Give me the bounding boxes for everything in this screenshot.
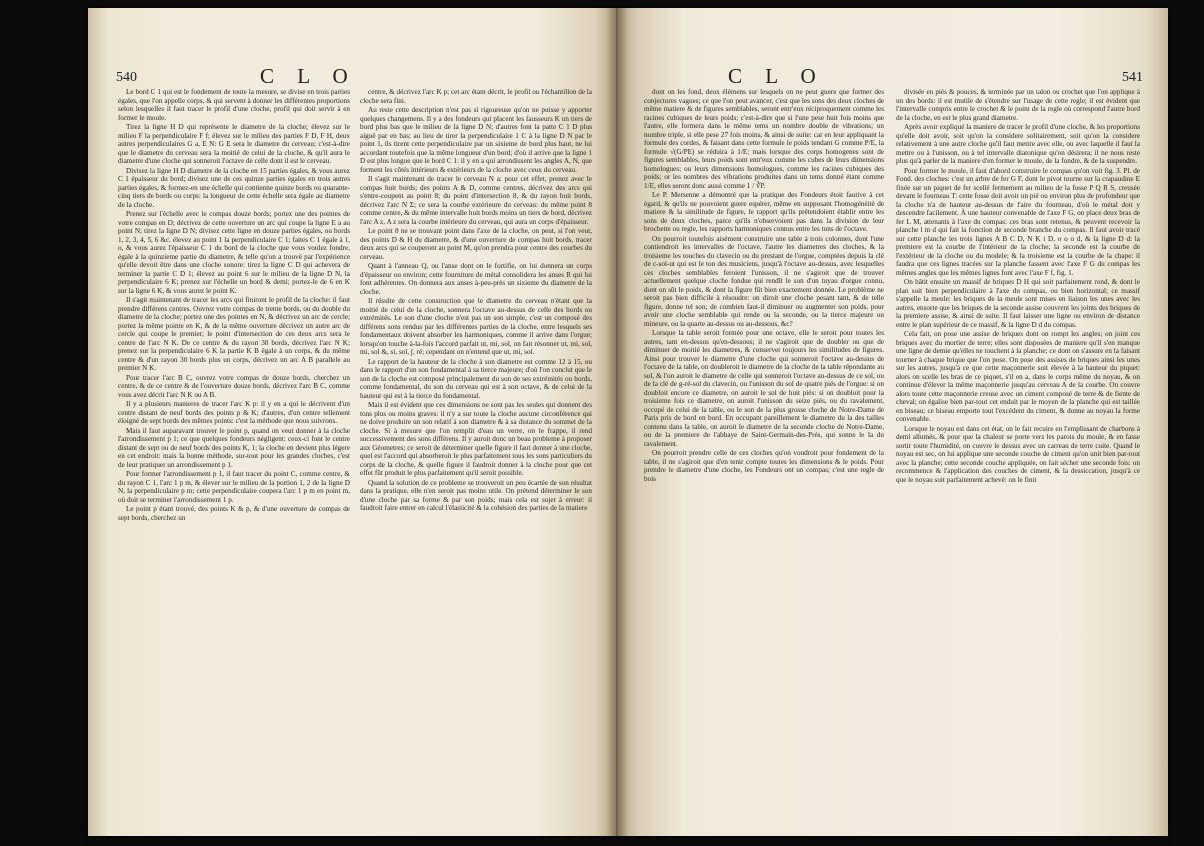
paragraph: On pourroit toutefois aisément construire une table à trois colonnes, dont l'une contiendroit les intervalles de l'octave, l'autre les diametres des cloches, & la troisieme les touches du clavecin ou du prestant de l'orgue, comptées depuis la clé de c-sol-ut qui est le ton des musiciens, jusqu'à l'octave au-dessus, avec lesquelles ces cloches semblables feroient l'unisson, il ne s'agiroit que de trouver actuellement quelque cloche fondue qui rendît le son d'un tuyau d'orgue connu, dont on sût le poids, & dont la figure fût bien exactement donnée. Le problème ne seroit pas bien difficile à résoudre: on diroit une cloche pesant tant, & de telle figure, donne tel son; de combien faut-il diminuer ou augmenter son poids, pour avoir une cloche semblable qui rende ou la seconde, ou la tierce majeure ou mineure, ou la quarte au-dessus ou au-dessous, &c?	[644, 234, 884, 328]
paragraph: Il s'agit maintenant de tracer les arcs qui finiront le profil de la cloche: il faut prendre différens centres. Ouvrez votre compas de trente bords, ou du double du diametre de la cloche; portez une des pointes en N, & décrivez un arc de cercle; portez la même pointe en K, & de la même ouverture décrivez un autre arc de cercle qui coupe le premier; le point d'intersection de ces deux arcs sera le centre de l'arc N K. De ce centre & du rayon 30 bords, décrivez l'arc N K; prenez sur la perpendiculaire 6 K la partie K B égale à un corps, & du même centre & d'un rayon 30 bords plus un corps, décrivez un arc A B parallele au premier N K.	[118, 296, 350, 372]
paragraph: Pour tracer l'arc B C, ouvrez votre compas de douze bords, cherchez un centre, & de ce centre & de l'ouverture douze bords, décrivez l'arc B C, comme vous avez décrit l'arc N K ou A B.	[118, 373, 350, 399]
paragraph: Le point 8 ne se trouvant point dans l'axe de la cloche, on peut, si l'on veut, des points D & H du diametre, & d'une ouverture de compas huit bords, tracer deux arcs qui se couperont au point M, qu'on prendra pour centre des courbes du cerveau.	[360, 227, 592, 261]
paragraph: Pour former l'arrondissement p 1, il faut tracer du point C, comme centre, & du rayon C 1, l'arc 1 p m, & élever sur le milieu de la portion 1, 2 de la ligne D N, la perpendiculaire p m; cette perpendiculaire coupera l'arc 1 p m en point m, où doit se terminer l'arrondissement 1 p.	[118, 470, 350, 504]
paragraph: Mais il faut auparavant trouver le point p, quand on veut donner à la cloche l'arrondissement p 1; ce que quelques fondeurs négligent: ceux-ci font le centre distant de sept ou de neuf bords des points K, 1; la cloche en devient plus légere en cet endroit: mais la bonne méthode, sur-tout pour les grandes cloches, c'est de leur pratiquer un arrondissement p 1.	[118, 426, 350, 469]
running-head-left: C L O	[260, 64, 357, 88]
paragraph: On bâtit ensuite un massif de briques D H qui soit parfaitement rond, & dont le plan soit bien perpendiculaire à l'axe du compas, ou bien horizontal; ce massif s'appelle la meule: les briques de la meule sont mises en liaison les unes avec les autres, ensorte que les briques de la seconde assise couvrent les joints des briques de la premiere assise, & ainsi de suite. Il faut laisser une ligne ou environ de distance entre le plan supérieur de ce massif, & la ligne D d du compas.	[896, 278, 1140, 329]
paragraph: Pour former le moule, il faut d'abord construire le compas qu'on voit fig. 3. Pl. de Fond. des cloches: c'est un arbre de fer G F, dont le pivot tourne sur la crapaudine E fixée sur un piquet de fer scellé fermement au milieu de la fosse P Q R S, creusée devant le fourneau T: cette fosse doit avoir un pié ou environ plus de profondeur que la cloche n'a de hauteur au-dessus de l'aire du fourneau, d'où le métal doit y descendre facilement. À une hauteur convenable de l'axe F G, on place deux bras de fer L M, attenants à l'axe du compas: ces bras sont retenus, & peuvent recevoir la planche l m d qui fait la fonction de seconde branche du compas. Il faut avoir tracé sur cette planche les trois lignes A B C D, N K i D, o o o d, & la ligne D d: la premiere est la courbe de l'intérieur de la cloche; la seconde est la courbe de l'extérieur de la cloche ou du modele; & la troisieme est la courbe de la chape: il faudra que ces lignes tracées sur la planche fassent avec l'axe F G du compas les mêmes angles que les mêmes lignes font avec l'axe F f, fig. 1.	[896, 166, 1140, 277]
paragraph: Quand la solution de ce probleme se trouveroit un peu écartée de son résultat dans la pratique, elle n'en seroit pas moins utile. On prétend déterminer le son d'une cloche par sa forme & par son poids; mais cela est sujet à erreur: il faudroit faire entrer en calcul l'élasticité & la cohésion des parties de la matiere	[360, 478, 592, 512]
paragraph: Le P. Mersenne a démontré que la pratique des Fondeurs étoit fautive à cet égard, & qu'ils ne pouvoient guere espérer, même en supposant l'homogénéité de matiere & la similitude de figure, le rapport qu'ils prétendoient établir entre les sons de deux cloches, parce qu'ils n'observoient pas dans la division de leur brochette ou regle, les rapports harmoniques connus entre les tons de l'octave.	[644, 191, 884, 233]
page-number-left: 540	[116, 70, 137, 85]
paragraph: Cela fait, on pose une assise de briques dont on rompt les angles; on joint ces briques avec du mortier de terre; elles sont disposées de maniere qu'il s'en manque une ligne de demie qu'elles ne touchent à la planche; ce dont on s'assure en la faisant tourner à chaque brique que l'on pose. On pose des assises de briques ainsi les unes sur les autres, jusqu'à ce que cette maçonnerie soit élevée à la hauteur du piquet: alors on scelle les bras de ce piquet, s'il en a, dans le corps même du noyau, & on continue d'élever la même maçonnerie jusqu'au cerveau A de la courbe. On couvre alors toute cette maçonnerie creuse avec un ciment composé de terre & de fiente de cheval; on égalise bien par-tout cet enduit par le moyen de la planche qui est taillée en biseau; ce biseau emporte tout l'excédent du ciment, & donne au noyau la forme convenable.	[896, 330, 1140, 423]
paragraph: Mais il est évident que ces dimensions ne sont pas les seules qui donnent des tons plus ou moins graves: il n'y a sur toute la cloche aucune circonférence qui ne doive produire un son relatif à son diametre & à sa distance du sommet de la cloche. Si à mesure que l'on remplit d'eau un verre, on le frappe, il rend successivement des sons différens. Il y auroit donc un beau probleme à proposer aux Géometres; ce seroit de déterminer quelle figure il faut donner à une cloche, quel est l'accord qui absorberoit le plus parfaitement tous les sons particuliers du corps de la cloche, & quelle figure il faudroit donner à la cloche pour que cet effet fût produit le plus parfaitement qu'il seroit possible.	[360, 401, 592, 477]
paragraph: Le point p étant trouvé, des points K & p, & d'une ouverture de compas de sept bords, cherchez un	[118, 505, 350, 522]
paragraph: Quant à l'anneau Q, ou l'anse dont on le fortifie, on lui donnera un corps d'épaisseur ou environ; cette fourniture de métal consolidera les anses R qui lui font adhérentes. On donnera aux anses à-peu-près un sixieme du diametre de la cloche.	[360, 262, 592, 296]
paragraph: centre, & décrivez l'arc K p; cet arc étant décrit, le profil ou l'échantillon de la cloche sera fini.	[360, 88, 592, 105]
paragraph: Lorsque le noyau est dans cet état, on le fait recuire en l'emplissant de charbons à demi allumés, & pour que la chaleur se porte vers les parois du moule, & en fasse sortir toute l'humidité, on couvre le dessus avec un carreau de terre cuite. Quand le noyau est sec, on lui applique une seconde couche de ciment qu'on unit bien par-tout avec la planche; cette seconde couche appliquée, on fait sécher une seconde fois: on recommence & l'application des couches de ciment, & la dessiccation, jusqu'à ce que le noyau soit parfaitement achevé: on le finit	[896, 424, 1140, 484]
paragraph: Le rapport de la hauteur de la cloche à son diametre est comme 12 à 15, ou dans le rapport d'un son fondamental à sa tierce majeure; d'où l'on conclut que le son de la cloche est composé principalement du son de ses extrémités ou bords, comme fondamental, du son du cerveau qui est à son octave, & de celui de la hauteur qui est à la tierce du fondamental.	[360, 357, 592, 400]
paragraph: Lorsque la table seroit formée pour une octave, elle le seroit pour toutes les autres, tant en-dessus qu'en-dessous; il ne s'agiroit que de doubler ou que de diminuer de moitié les diametres, & conserver toujours les similitudes de figures. Ainsi pour trouver le diametre d'une cloche qui sonneroit l'octave au-dessus de l'octave de la table, on doubleroit le diametre de la cloche de la table répondante au sol, & l'on auroit le diametre de celle qui sonneroit l'octave au-dessus de ce sol, ou de la clé de g-ré-sol du clavecin, ou l'unisson du sol de quatre piés de l'orgue: si on doubloit encore ce diametre, on auroit le sol de huit piés: si on doubloit pour la troisieme fois ce diametre, on auroit l'unisson du seize piés, ou du ravalement, occupé de celui de la table, ou le son de la plus grosse cloche de Notre-Dame de Paris pris de bord en bord. En occupant pareillement le diametre du la des tailles contenu dans la table, on auroit le diametre de la seconde cloche de Notre-Dame, ou de la premiere de l'abbaye de Saint-Germain-des-Prés, qui sonne le la du ravalement.	[644, 329, 884, 448]
paragraph: Au reste cette description n'est pas si rigoureuse qu'on ne puisse y apporter quelques changemens. Il y a des fondeurs qui placent les fausseurs K un tiers de bord plus bas que le milieu de la ligne D N; d'autres font la patte C 1 D plus aiguë par en bas; au lieu de tirer la perpendiculaire 1 C à la ligne D N par le point 1, ils tirent cette perpendiculaire par un sixieme de bord plus haut, ne lui accordant toutefois que la même longueur d'un bord; d'où il arrive que la ligne 1 D est plus longue que le bord C 1: il y en a qui arrondissent les angles A, N, que forment les côtés intérieurs & extérieurs de la cloche avec ceux du cerveau.	[360, 106, 592, 174]
paragraph: Tirez la ligne H D qui représente le diametre de la cloche; élevez sur le milieu F la perpendiculaire F f; élevez sur le milieu des parties F D, F H, deux autres perpendiculaires G a, E N: G E sera le diametre du cerveau; c'est-à-dire que le diametre du cerveau sera la moitié de celui de la cloche, & qu'il aura le diametre d'une cloche qui sonneroit l'octave de celle dont il est le cerveau.	[118, 123, 350, 165]
right-column-1	[644, 88, 884, 484]
paragraph: Il s'agit maintenant de tracer le cerveau N a: pour cet effet, prenez avec le compas huit bords; des points A & D, comme centres, décrivez des arcs qui s'entre-coupent au point 8; du point d'intersection 8, & du rayon huit bords, décrivez l'arc N Σ; ce sera la courbe extérieure du cerveau: du même point 8 comme centre, & du même intervalle huit bords moins un tiers de bord, décrivez l'arc A z, A z sera la courbe intérieure du cerveau, qui aura un corps d'épaisseur.	[360, 175, 592, 226]
left-column-1	[118, 88, 350, 523]
running-head-right: C L O	[728, 64, 825, 88]
right-page	[616, 8, 1168, 836]
paragraph: On pourroit prendre celle de ces cloches qu'on voudroit pour fondement de la table, il ne s'agiroit que d'en tenir compte toutes les dimensions & le poids. Pour prendre le diametre d'une cloche, les Fondeurs ont un compas; c'est une regle de bois	[644, 449, 884, 483]
paragraph: dont on les fond, deux élémens sur lesquels on ne peut guere que former des conjectures vagues; ce que l'on peut avancer, c'est que les sons des deux cloches de même matiere & de figures semblables, seront entr'eux réciproquement comme les racines cubiques de leurs poids; c'est-à-dire que si l'une pese huit fois moins que l'autre, elle formera dans le même tems un nombre double de vibrations; un nombre triple, si elle pese 27 fois moins, & ainsi de suite: car en leur appliquant la formule des cordes, & faisant dans cette formule le poids tendant G comme P/E, la formule √(G/PE) se réduira à 1/E; mais lorsque des corps homogenes sont de figures semblables, leurs poids sont entr'eux comme les cubes de leurs dimensions homologues; ou leurs dimensions homologues, comme les racines cubiques des poids; or les nombres des vibrations produites dans un tems donné étant comme 1/E, elles seront donc aussi comme 1 / ∛P.	[644, 88, 884, 190]
open-book	[88, 8, 1168, 836]
left-page	[88, 8, 616, 836]
page-number-right: 541	[1122, 70, 1143, 85]
paragraph: Divisez la ligne H D diametre de la cloche en 15 parties égales, & vous aurez C 1 épaisseur du bord; divisez une de ces quinze parties égales en trois autres parties égales, & formez-en une échelle qui contienne quinze bords ou quarante-cinq tiers de bords ou corps: la longueur de cette échelle sera égale au diametre de la cloche.	[118, 166, 350, 209]
paragraph: Il y a plusieurs manieres de tracer l'arc K p: il y en a qui le décrivent d'un centre distant de neuf bords des points p & K; d'autres, d'un centre tellement éloigné de sept bords des mêmes points: c'est la méthode que nous suivrons.	[118, 400, 350, 425]
paragraph: divisée en piés & pouces, & terminée par un talon ou crochet que l'on applique à un des bords: il est inutile de s'étendre sur l'usage de cette regle; il est évident que l'intervalle compris entre le crochet & le point de la regle où correspond l'autre bord de la cloche, en est le plus grand diametre.	[896, 88, 1140, 122]
paragraph: Après avoir expliqué la maniere de tracer le profil d'une cloche, & les proportions qu'elle doit avoir, soit qu'on la considere solitairement, soit qu'on la considere relativement à une autre cloche qu'il faut mettre avec elle, ou avec laquelle il faut la mettre ou à l'unisson, ou à tel intervalle diatonique qu'on désirera; il ne nous reste plus qu'à parler de la maniere d'en former le moule, de la fondre, & de la suspendre.	[896, 123, 1140, 165]
paragraph: Prenez sur l'échelle avec le compas douze bords; portez une des pointes de votre compas en D; décrivez de cette ouverture un arc qui coupe la ligne E a au point N; tirez la ligne D N; divisez cette ligne en douze parties égales, ou bords 1, 2, 3, 4, 5, 6 &c. élevez au point 1 la perpendiculaire C 1; faites C 1 égale à 1, o, & vous aurez l'épaisseur C 1 du bord de la cloche que vous voulez fondre, égale à la quinzieme partie du diametre, & telle qu'on a trouvé par l'expérience qu'elle devoit être dans une cloche sonore: tirez la ligne C D qui achevera de terminer la partie C D 1; élevez au point 6 sur le milieu de la ligne D N, la perpendiculaire 6 K; prenez sur l'échelle un bord & demi; portez-le de 6 en K sur la ligne 6 K, & vous aurez le point K.	[118, 210, 350, 295]
paragraph: Le bord C 1 qui est le fondement de toute la mesure, se divise en trois parties égales, que l'on appelle corps, & qui servent à donner les différentes proportions selon lesquelles il faut tracer le profil d'une cloche, profil qui doit servir à en former le moule.	[118, 88, 350, 122]
left-column-2	[360, 88, 592, 514]
right-column-2	[896, 88, 1140, 485]
paragraph: Il résulte de cette construction que le diametre du cerveau n'étant que la moitié de celui de la cloche, sonnera l'octave au-dessus de celle des bords ou extrémités. Le son d'une cloche n'est pas un son simple, c'est un composé des différens sons rendus par les différentes parties de la cloche, entre lesquels ses fondamentaux doivent absorber les harmoniques, comme il arrive dans l'orgue; lorsqu'on touche à-la-fois l'accord parfait ut, mi, sol, on fait résonner ut, mi, sol, mi, sol &, si, sol, ∫, ré; cependant on n'entend que ut, mi, sol.	[360, 297, 592, 356]
book-gutter	[606, 8, 628, 836]
